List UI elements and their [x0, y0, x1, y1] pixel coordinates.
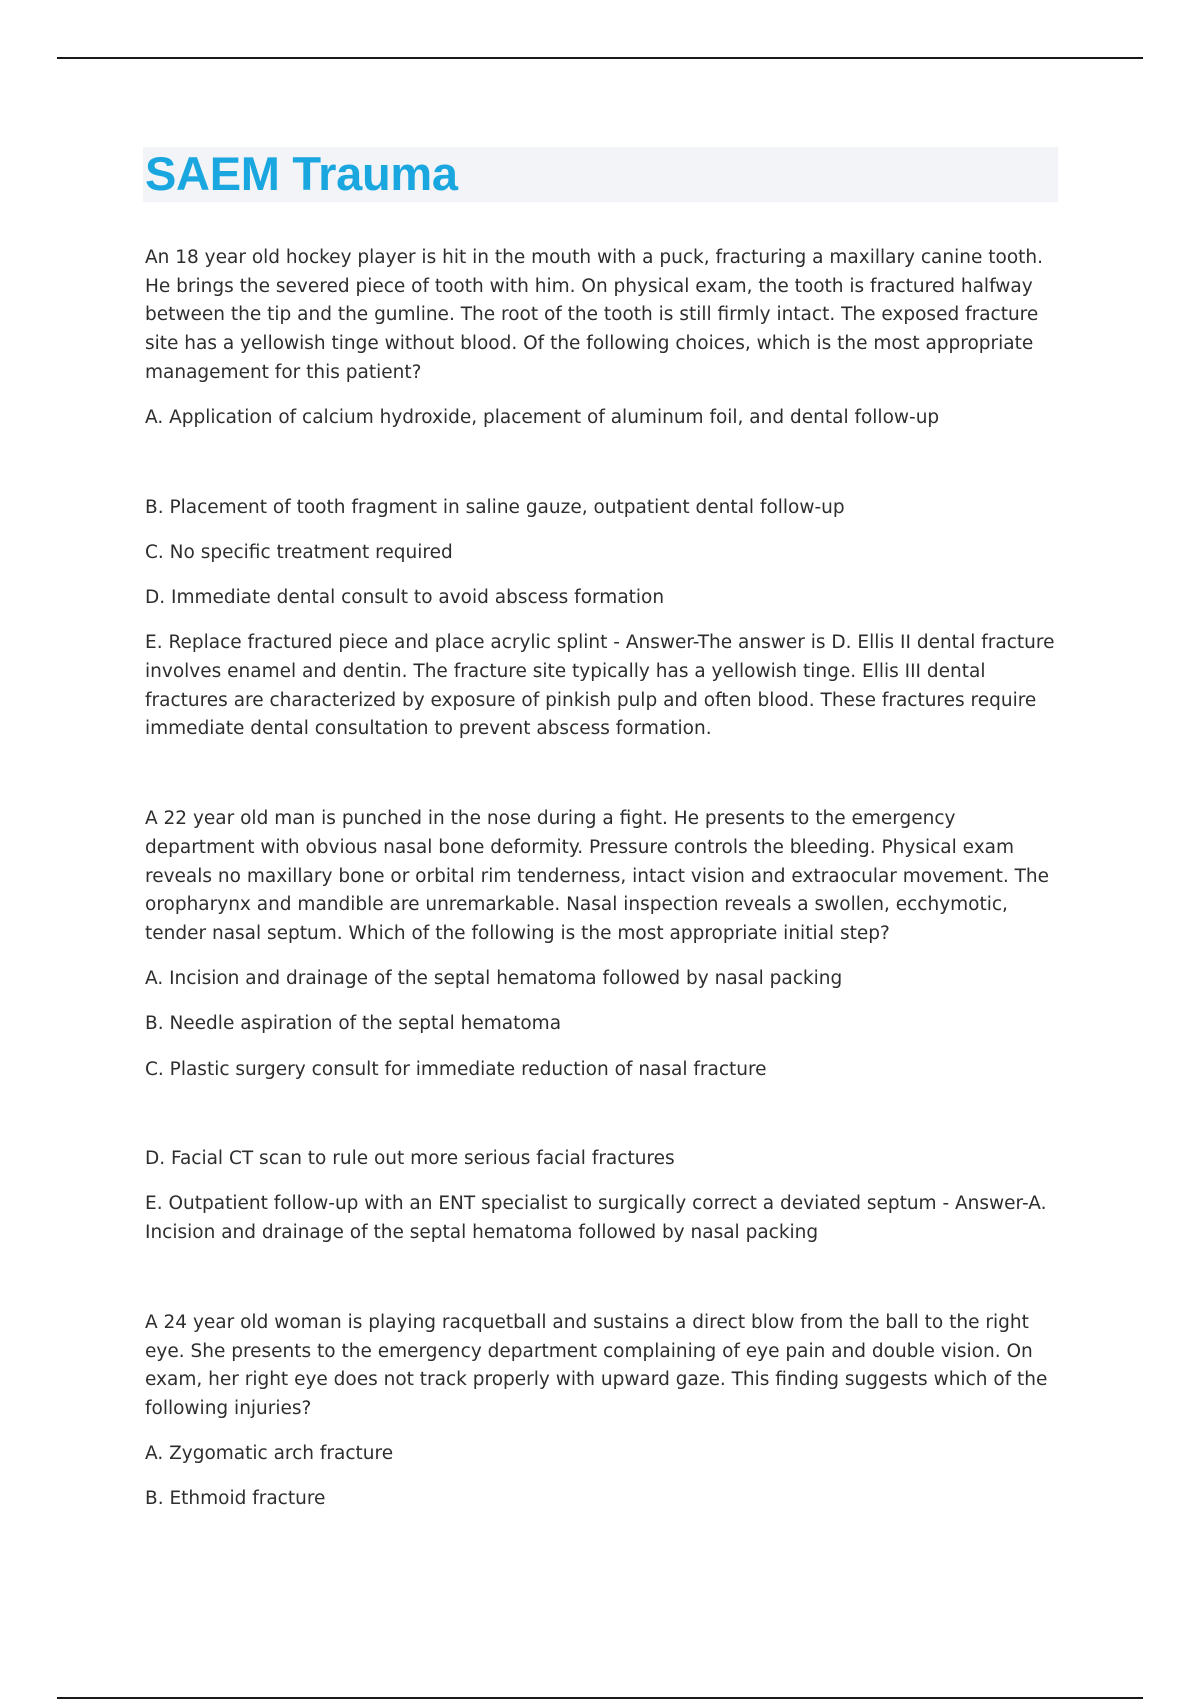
answer-option: B. Ethmoid fracture [145, 1488, 326, 1510]
answer-option: D. Facial CT scan to rule out more serious facial fractures [145, 1148, 675, 1170]
question-stem: A 24 year old woman is playing racquetball and sustains a direct blow from the ball to the right eye. She presents to the emergency department complaining of eye pain and double vision. On exam, her right eye does not track properly with upward gaze. This finding suggests which of the following injuries? [145, 1311, 1048, 1419]
question-stem: A 22 year old man is punched in the nose during a fight. He presents to the emergency department with obvious nasal bone deformity. Pressure controls the bleeding. Physical exam reveals no maxillary bone or orbital rim tenderness, intact vision and extraocular movement. The oropharynx and mandible are unremarkable. Nasal inspection reveals a swollen, ecchymotic, tender nasal septum. Which of the following is the most appropriate initial step? [145, 808, 1049, 944]
answer-option: C. Plastic surgery consult for immediate reduction of nasal fracture [145, 1058, 767, 1080]
answer-option: C. No specific treatment required [145, 541, 453, 563]
answer-option: B. Placement of tooth fragment in saline gauze, outpatient dental follow-up [145, 496, 845, 518]
answer-option: A. Incision and drainage of the septal hematoma followed by nasal packing [145, 968, 843, 990]
question-stem: An 18 year old hockey player is hit in the mouth with a puck, fracturing a maxillary canine tooth. He brings the severed piece of tooth with him. On physical exam, the tooth is fractured halfway between the tip and the gumline. The root of the tooth is still firmly intact. The exposed fracture site has a yellowish tinge without blood. Of the following choices, which is the most appropriate management for this patient? [145, 247, 1043, 383]
answer-option-with-explanation: E. Outpatient follow-up with an ENT specialist to surgically correct a deviated septum - Answer-A. Incision and drainage of the septal hematoma followed by nasal packing [145, 1193, 1047, 1244]
answer-option: B. Needle aspiration of the septal hematoma [145, 1013, 562, 1035]
document-title: SAEM Trauma [145, 147, 458, 200]
document-body [145, 244, 1060, 1531]
top-rule [57, 57, 1143, 59]
answer-option: D. Immediate dental consult to avoid abscess formation [145, 587, 665, 609]
answer-option: A. Application of calcium hydroxide, placement of aluminum foil, and dental follow-up [145, 407, 940, 429]
bottom-rule [57, 1697, 1143, 1699]
answer-option-with-explanation: E. Replace fractured piece and place acrylic splint - Answer-The answer is D. Ellis II dental fracture involves enamel and dentin. The fracture site typically has a yellowish tinge. Ellis III dental fractures are characterized by exposure of pinkish pulp and often blood. These fractures require immediate dental consultation to prevent abscess formation. [145, 632, 1055, 740]
answer-option: A. Zygomatic arch fracture [145, 1443, 394, 1465]
